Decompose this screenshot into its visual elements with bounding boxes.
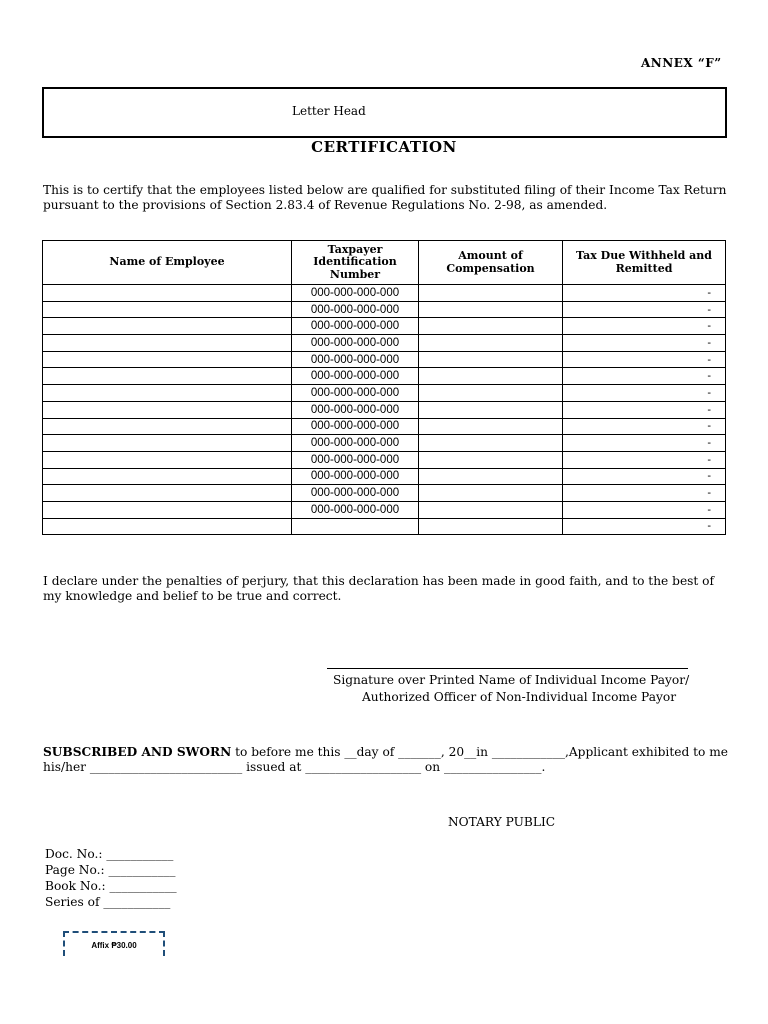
cell-tin: 000-000-000-000 (292, 418, 419, 435)
table-row (43, 468, 726, 485)
letterhead-box (42, 87, 727, 138)
cell-tax: - (563, 401, 726, 418)
cell-amount (419, 385, 563, 402)
cell-tax: - (563, 285, 726, 302)
cell-tin: 000-000-000-000 (292, 485, 419, 502)
intro-paragraph: This is to certify that the employees listed below are qualified for substituted filing of their Income Tax Return pursuant to the provisions of Section 2.83.4 of Revenue Regulations No. 2-98, as amended. (43, 183, 727, 212)
cell-amount (419, 518, 563, 535)
header-amount-label: Amount of Compensation (446, 249, 535, 275)
cell-tax: - (563, 435, 726, 452)
notary-public-label: NOTARY PUBLIC (448, 815, 556, 829)
letterhead-label: Letter Head (292, 104, 366, 118)
doc-no-field: Doc. No.: ___________ (45, 847, 174, 861)
cell-tax: - (563, 501, 726, 518)
table-row (43, 335, 726, 352)
cell-name (43, 418, 292, 435)
header-tin-label: Taxpayer Identification Number (313, 242, 397, 281)
cell-tax: - (563, 368, 726, 385)
cell-name (43, 485, 292, 502)
cell-tax: - (563, 418, 726, 435)
cell-amount (419, 468, 563, 485)
cell-amount (419, 301, 563, 318)
table-header-row (43, 241, 726, 285)
cell-amount (419, 418, 563, 435)
table-row (43, 285, 726, 302)
book-no-field: Book No.: ___________ (45, 879, 177, 893)
header-tin (292, 241, 419, 285)
cell-tin: 000-000-000-000 (292, 385, 419, 402)
series-field: Series of ___________ (45, 895, 171, 909)
jurat-bold: SUBSCRIBED AND SWORN (43, 745, 232, 759)
signature-line (327, 668, 688, 669)
employee-table-body (43, 285, 726, 535)
cell-tin: 000-000-000-000 (292, 501, 419, 518)
cell-tin: 000-000-000-000 (292, 468, 419, 485)
cell-tin: 000-000-000-000 (292, 368, 419, 385)
table-row (43, 401, 726, 418)
cell-amount (419, 501, 563, 518)
jurat-text: to before me this __day of _______, 20__in ____________,Applicant exhibited to me his/her _________________________ issued at ___________________ on ________________. (43, 745, 728, 774)
cell-tin: 000-000-000-000 (292, 435, 419, 452)
cell-amount (419, 335, 563, 352)
cell-name (43, 468, 292, 485)
cell-name (43, 451, 292, 468)
cell-amount (419, 368, 563, 385)
header-tax-label: Tax Due Withheld and Remitted (576, 249, 712, 275)
jurat-paragraph (43, 745, 733, 775)
header-tax (563, 241, 726, 285)
cell-name (43, 368, 292, 385)
cell-tin: 000-000-000-000 (292, 285, 419, 302)
table-row (43, 501, 726, 518)
cell-amount (419, 485, 563, 502)
cell-tin: 000-000-000-000 (292, 401, 419, 418)
table-row (43, 368, 726, 385)
table-row (43, 518, 726, 535)
cell-tax: - (563, 351, 726, 368)
cell-amount (419, 401, 563, 418)
page-no-field: Page No.: ___________ (45, 863, 176, 877)
cell-tin: 000-000-000-000 (292, 318, 419, 335)
table-row (43, 451, 726, 468)
signature-caption-1: Signature over Printed Name of Individual Income Payor/ (333, 673, 690, 687)
cell-name (43, 285, 292, 302)
page-title: CERTIFICATION (311, 138, 457, 156)
cell-name (43, 401, 292, 418)
cell-name (43, 501, 292, 518)
cell-amount (419, 285, 563, 302)
cell-name (43, 301, 292, 318)
table-row (43, 301, 726, 318)
table-row (43, 385, 726, 402)
declaration-paragraph: I declare under the penalties of perjury, that this declaration has been made in good faith, and to the best of my knowledge and belief to be true and correct. (43, 574, 715, 603)
employee-table (42, 240, 726, 535)
cell-tin (292, 518, 419, 535)
header-name: Name of Employee (43, 241, 292, 285)
cell-name (43, 435, 292, 452)
cell-amount (419, 351, 563, 368)
cell-tax: - (563, 485, 726, 502)
page-cutoff (0, 958, 768, 1024)
cell-tax: - (563, 335, 726, 352)
cell-tin: 000-000-000-000 (292, 351, 419, 368)
table-row (43, 435, 726, 452)
cell-amount (419, 435, 563, 452)
cell-amount (419, 318, 563, 335)
cell-tax: - (563, 451, 726, 468)
table-row (43, 318, 726, 335)
cell-tax: - (563, 518, 726, 535)
cell-tax: - (563, 385, 726, 402)
cell-tax: - (563, 301, 726, 318)
cell-name (43, 318, 292, 335)
cell-name (43, 351, 292, 368)
cell-tax: - (563, 468, 726, 485)
cell-tin: 000-000-000-000 (292, 451, 419, 468)
header-amount (419, 241, 563, 285)
cell-tin: 000-000-000-000 (292, 335, 419, 352)
cell-name (43, 518, 292, 535)
stamp-line-1: Affix ₱30.00 (91, 941, 137, 950)
signature-caption-2: Authorized Officer of Non-Individual Income Payor (362, 690, 677, 704)
cell-amount (419, 451, 563, 468)
table-row (43, 351, 726, 368)
cell-tin: 000-000-000-000 (292, 301, 419, 318)
annex-label: ANNEX “F” (641, 56, 722, 70)
cell-tax: - (563, 318, 726, 335)
cell-name (43, 385, 292, 402)
table-row (43, 485, 726, 502)
table-row (43, 418, 726, 435)
cell-name (43, 335, 292, 352)
